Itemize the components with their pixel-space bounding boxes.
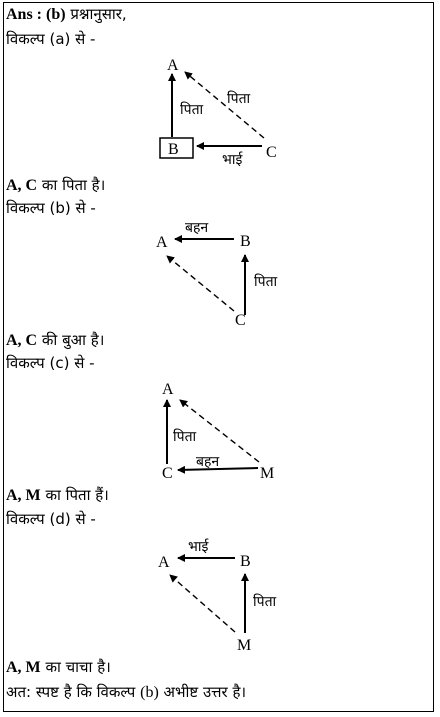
- diagram-d-label-brother: भाई: [188, 539, 209, 555]
- option-d-names: A, M: [6, 659, 41, 676]
- diagram-b-node-b: B: [240, 233, 251, 250]
- option-d-heading: विकल्प (d) से -: [6, 510, 96, 528]
- diagram-c-node-a: A: [162, 381, 174, 398]
- option-c-heading: विकल्प (c) से -: [6, 354, 95, 372]
- final-suffix: अभीष्ट उत्तर है।: [163, 683, 247, 701]
- diagram-a-node-a: A: [167, 57, 179, 74]
- option-d-relation: का चाचा है।: [45, 658, 111, 676]
- option-c-relation: का पिता हैं।: [45, 486, 109, 504]
- option-b-names: A, C: [6, 332, 38, 349]
- diagram-c-label-sister: बहन: [196, 454, 220, 470]
- answer-intro: प्रश्नानुसार,: [70, 5, 127, 23]
- diagram-d-label-father: पिता: [253, 594, 277, 610]
- diagram-c-node-c: C: [162, 465, 173, 482]
- diagram-a-label-brother: भाई: [222, 152, 243, 168]
- diagram-c-label-father: पिता: [173, 429, 197, 445]
- diagram-d-node-a: A: [158, 554, 170, 571]
- diagram-b-label-father: पिता: [254, 274, 278, 290]
- diagram-c-node-m: M: [260, 465, 275, 482]
- option-a-heading: विकल्प (a) से -: [6, 30, 96, 48]
- diagram-a-label-father-dashed: पिता: [227, 91, 251, 107]
- option-b-relation: की बुआ है।: [41, 331, 105, 349]
- option-a-names: A, C: [6, 177, 38, 194]
- diagram-a-node-c: C: [266, 144, 277, 161]
- diagram-d-node-m: M: [237, 637, 252, 654]
- final-option: (b): [140, 684, 159, 701]
- final-statement: [6, 683, 246, 702]
- option-d-conclusion: [6, 658, 111, 677]
- diagram-b-node-a: A: [156, 234, 168, 251]
- option-b-heading: विकल्प (b) से -: [6, 199, 96, 217]
- option-a-relation: का पिता है।: [41, 176, 106, 194]
- diagram-a-label-father: पिता: [180, 102, 204, 118]
- option-c-names: A, M: [6, 487, 41, 504]
- diagram-d-arrow-m-to-a: [170, 575, 235, 632]
- final-prefix: अत: स्पष्ट है कि विकल्प: [6, 683, 136, 701]
- diagram-b-node-c: C: [235, 312, 246, 329]
- answer-label: Ans : (b): [6, 6, 66, 23]
- diagram-d-node-b: B: [240, 553, 251, 570]
- diagram-b-label-sister: बहन: [185, 220, 209, 236]
- diagram-a-node-b: B: [168, 141, 179, 158]
